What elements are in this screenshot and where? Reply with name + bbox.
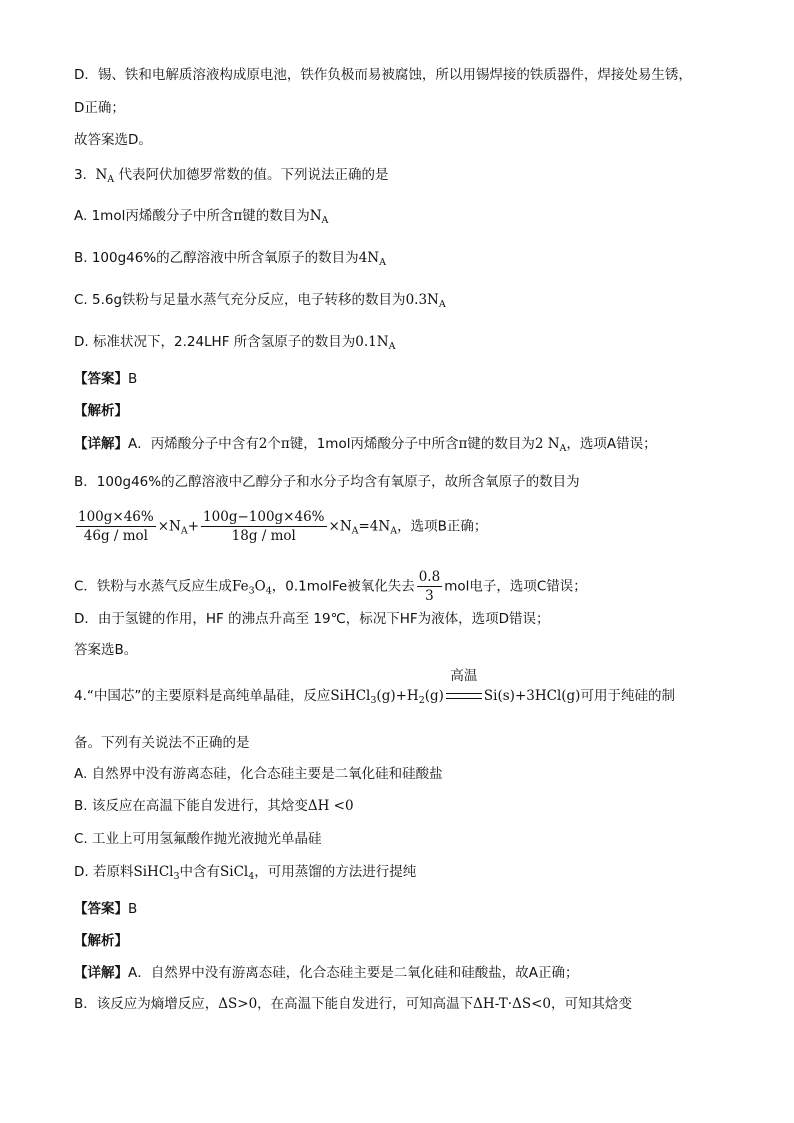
detail-a: 【详解】A．自然界中没有游离态硅，化合态硅主要是二氧化硅和硅酸盐，故A正确； xyxy=(74,965,579,981)
detail-b: B．100g46%的乙醇溶液中乙醇分子和水分子均含有氧原子，故所含氧原子的数目为 xyxy=(74,474,580,490)
detail-b-formula: $\frac{100g\times 46\%}{\text{46g / mol}}$ $\times N_A+$ $\frac{100g-100g\times 46\%}{\text{18g / mol}}$ $\times N_A=4N_A$，选项B正确； xyxy=(78,509,488,544)
question-4-option-d: D. 若原料SiHCl$_3$中含有SiCl$_4$，可用蒸馏的方法进行提纯 xyxy=(74,864,417,882)
detail-b: B．该反应为熵增反应，ΔS>0，在高温下能自发进行，可知高温下ΔH-T·ΔS<0，可知其焓变 xyxy=(74,996,632,1012)
text-line: D正确； xyxy=(74,100,125,116)
question-3-option-b: B. 100g46%的乙醇溶液中所含氧原子的数目为$4N_A$ xyxy=(74,250,386,268)
text-line: D．锡、铁和电解质溶液构成原电池，铁作负极而易被腐蚀，所以用锡焊接的铁质器件，焊接处易生锈， xyxy=(74,67,692,83)
answer-line: 【答案】B xyxy=(74,901,138,917)
reaction-arrow: 高温 xyxy=(446,686,482,706)
analysis-label: 【解析】 xyxy=(74,403,128,419)
analysis-label: 【解析】 xyxy=(74,933,128,949)
question-4-option-a: A. 自然界中没有游离态硅，化合态硅主要是二氧化硅和硅酸盐 xyxy=(74,766,443,782)
fraction-ethanol: $\frac{100g\times 46\%}{\text{46g / mol}}$ xyxy=(78,509,154,544)
detail-d: D．由于氢键的作用，HF 的沸点升高至 19℃，标况下HF为液体，选项D错误； xyxy=(74,611,550,627)
question-4-option-c: C. 工业上可用氢氟酸作抛光液抛光单晶硅 xyxy=(74,831,322,847)
question-3-option-d: D. 标准状况下，2.24LHF 所含氢原子的数目为$0.1N_A$ xyxy=(74,334,396,352)
detail-a: 【详解】A．丙烯酸分子中含有2个π键，1mol丙烯酸分子中所含π键的数目为2 $N_A$，选项A错误； xyxy=(74,436,657,454)
question-3-option-c: C. 5.6g铁粉与足量水蒸气充分反应，电子转移的数目为$0.3N_A$ xyxy=(74,292,446,310)
detail-c: C．铁粉与水蒸气反应生成$Fe_3O_4$，0.1molFe被氧化失去 $\frac{0.8}{3}$ mol电子，选项C错误； xyxy=(74,569,587,604)
question-4-option-b: B. 该反应在高温下能自发进行，其焓变ΔH <0 xyxy=(74,798,354,814)
fraction-electrons: $\frac{0.8}{3}$ xyxy=(418,569,441,604)
answer-line: 【答案】B xyxy=(74,371,138,387)
fraction-water: $\frac{100g-100g\times 46\%}{\text{18g / mol}}$ xyxy=(203,509,325,544)
text-line: 故答案选D。 xyxy=(74,132,152,148)
conclusion: 答案选B。 xyxy=(74,642,138,658)
question-4-stem-cont: 备。下列有关说法不正确的是 xyxy=(74,735,250,751)
question-3-option-a: A. 1mol丙烯酸分子中所含π键的数目为$N_A$ xyxy=(74,208,329,226)
question-3-stem: 3. $N_A$ 代表阿伏加德罗常数的值。下列说法正确的是 xyxy=(74,167,389,185)
question-4-stem: 4.“中国芯”的主要原料是高纯单晶硅，反应$SiHCl_3(g)+H_2(g)$ 高温 Si(s)+3HCl(g)可用于纯硅的制 xyxy=(74,668,675,706)
